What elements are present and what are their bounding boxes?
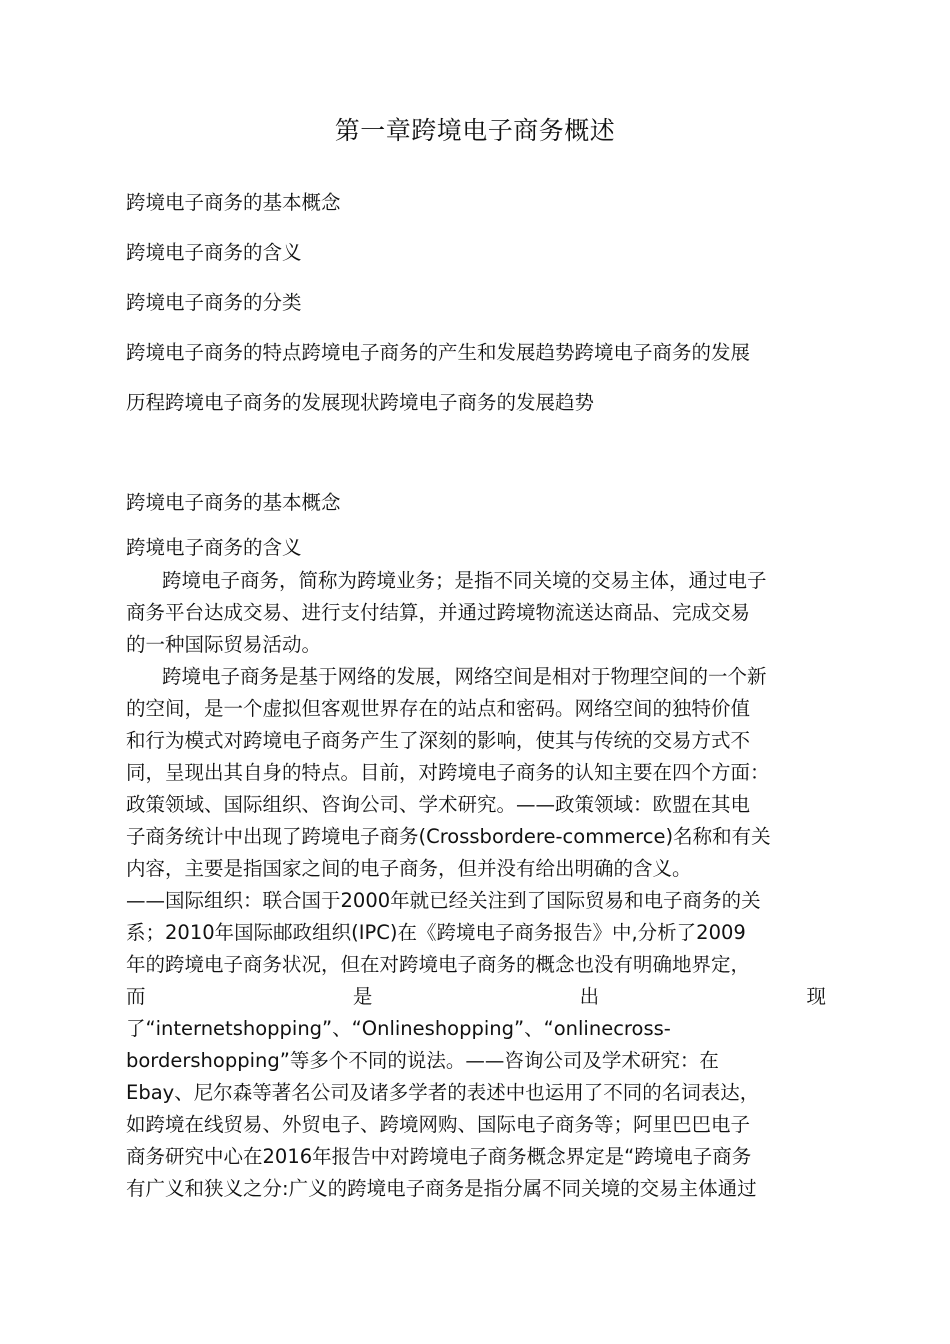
- body-text: [126, 565, 826, 1205]
- paragraph-line: 同，呈现出其自身的特点。目前，对跨境电子商务的认知主要在四个方面：: [126, 761, 770, 784]
- paragraph-line: ——国际组织：联合国于2000年就已经关注到了国际贸易和电子商务的关: [126, 889, 761, 912]
- paragraph-line: 如跨境在线贸易、外贸电子、跨境网购、国际电子商务等；阿里巴巴电子: [126, 1113, 751, 1136]
- toc-item: 跨境电子商务的特点跨境电子商务的产生和发展趋势跨境电子商务的发展: [126, 341, 751, 364]
- paragraph-line: 政策领域、国际组织、咨询公司、学术研究。——政策领域：欧盟在其电: [126, 793, 751, 816]
- paragraph-line: 内容，主要是指国家之间的电子商务，但并没有给出明确的含义。: [126, 857, 692, 880]
- paragraph-line: 商务研究中心在2016年报告中对跨境电子商务概念界定是“跨境电子商务: [126, 1145, 752, 1168]
- paragraph-line: 子商务统计中出现了跨境电子商务(Crossbordere-commerce)名称和有关: [126, 825, 771, 848]
- section-heading: 跨境电子商务的基本概念: [126, 491, 341, 514]
- subsection-heading: 跨境电子商务的含义: [126, 536, 302, 559]
- paragraph-line: 年的跨境电子商务状况，但在对跨境电子商务的概念也没有明确地界定，: [126, 953, 751, 976]
- paragraph-line: 和行为模式对跨境电子商务产生了深刻的影响，使其与传统的交易方式不: [126, 729, 751, 752]
- paragraph-line: 的空间，是一个虚拟但客观世界存在的站点和密码。网络空间的独特价值: [126, 697, 751, 720]
- toc-item: 跨境电子商务的分类: [126, 291, 302, 314]
- justified-line: [126, 981, 826, 1013]
- paragraph-line: 商务平台达成交易、进行支付结算，并通过跨境物流送达商品、完成交易: [126, 601, 751, 624]
- toc-item: 跨境电子商务的基本概念: [126, 191, 341, 214]
- paragraph-line: 有广义和狭义之分:广义的跨境电子商务是指分属不同关境的交易主体通过: [126, 1177, 757, 1200]
- toc-item: 历程跨境电子商务的发展现状跨境电子商务的发展趋势: [126, 391, 595, 414]
- paragraph-line: 系；2010年国际邮政组织(IPC)在《跨境电子商务报告》中,分析了2009: [126, 921, 746, 944]
- spread-word: 是: [352, 985, 373, 1008]
- spread-word: 而: [126, 985, 146, 1008]
- paragraph-line: 了“internetshopping”、“Onlineshopping”、“onlinecross-: [126, 1017, 671, 1040]
- paragraph-line: bordershopping”等多个不同的说法。——咨询公司及学术研究：在: [126, 1049, 719, 1072]
- paragraph-line: Ebay、尼尔森等著名公司及诸多学者的表述中也运用了不同的名词表达，: [126, 1081, 760, 1104]
- toc-item: 跨境电子商务的含义: [126, 241, 302, 264]
- chapter-title: 第一章跨境电子商务概述: [334, 116, 616, 145]
- paragraph-line: 跨境电子商务是基于网络的发展，网络空间是相对于物理空间的一个新: [162, 665, 767, 688]
- paragraph-line: 的一种国际贸易活动。: [126, 633, 322, 656]
- table-of-contents: [126, 186, 826, 436]
- spread-word: 出: [579, 985, 600, 1008]
- spread-word: 现: [806, 985, 826, 1008]
- paragraph-line: 跨境电子商务，简称为跨境业务；是指不同关境的交易主体，通过电子: [162, 569, 767, 592]
